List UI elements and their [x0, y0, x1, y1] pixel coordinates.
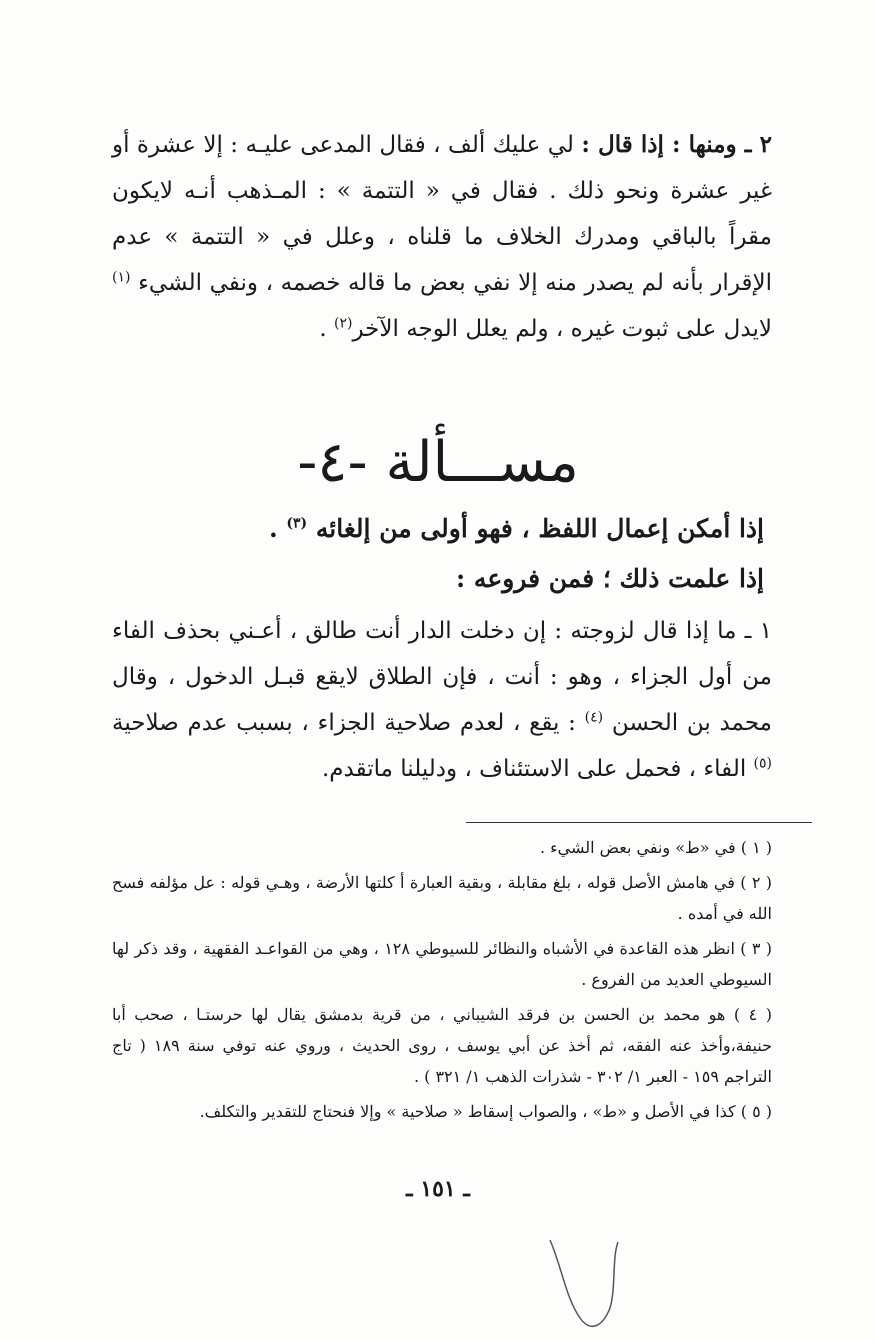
footnote-5: ( ٥ ) كذا في الأصل و «ط» ، والصواب إسقاط « صلاحية » وإلا فنحتاج للتقدير والتكلف. [199, 1102, 772, 1121]
rule-end: . [268, 514, 287, 543]
page-number-text: ـ ١٥١ ـ [406, 1176, 470, 1202]
footnote-ref-1[interactable]: (١) [112, 269, 131, 286]
footnote-4: ( ٤ ) هو محمد بن الحسن بن فرقد الشيباني ، من قرية بدمشق يقال لها حرستـا ، صحب أبا حنيفة،وأخذ عنه الفقه، ثم أخذ عن أبي يوسف ، روى الحديث ، وروي عنه توفي سنة ١٨٩ ( تاج التراجم ١٥٩ - العبر ١/ ٣٠٢ - شذرات الذهب ١/ ٣٢١ ) . [112, 1005, 773, 1086]
section-2-part-2: : يقع ، لعدم صلاحية الجزاء ، بسبب عدم صلاحية [112, 710, 585, 736]
footnote-ref-2[interactable]: (٢) [334, 315, 353, 332]
footnote-3: ( ٣ ) انظر هذه القاعدة في الأشباه والنظائر للسيوطي ١٢٨ ، وهي من القواعـد الفقهية ، وقد ذكر لها السيوطي العديد من الفروع . [112, 939, 773, 989]
footnote-1: ( ١ ) في «ط» ونفي بعض الشيء . [539, 838, 772, 857]
rule-statement [116, 506, 764, 552]
branches-intro: إذا علمت ذلك ؛ فمن فروعه : [455, 564, 764, 593]
footnote-2: ( ٢ ) في هامش الأصل قوله ، بلغ مقابلة ، وبقية العبارة أ كلتها الأرضة ، وهـي قوله : عل مؤلفه فسح الله في أمده . [112, 873, 773, 923]
section-1-paragraph [112, 122, 772, 352]
section-2-paragraph [112, 608, 772, 792]
footnote-divider [466, 822, 812, 823]
page-number [0, 1176, 876, 1202]
scan-artifact-mark [540, 1238, 620, 1334]
footnote-ref-4[interactable]: (٤) [584, 709, 604, 726]
section-1-end: . [319, 316, 335, 342]
footnotes [112, 832, 772, 1131]
footnote-ref-5[interactable]: (٥) [753, 755, 772, 772]
rule-text: إذا أمكن إعمال اللفظ ، فهو أولى من إلغائه [315, 514, 764, 543]
section-1-lead: ٢ ـ ومنها : إذا قال : [581, 131, 772, 158]
section-1-text: لي عليك ألف ، فقال المدعى عليـه : إلا عشرة أو غير عشرة ونحو ذلك . فقال في « التتمة » : المـذهب أنـه لايكون مقراً بالباقي ومدرك الخلاف ما قلناه ، وعلل في « التتمة » عدم الإقرار بأنه لم يصدر منه إلا نفي بعض ما قاله خصمه ، ونفي الشيء [112, 132, 773, 296]
section-2-part-3: الفاء ، فحمل على الاستئناف ، ودليلنا ماتقدم. [321, 756, 754, 782]
section-2-part-1: ١ ـ ما إذا قال لزوجته : إن دخلت الدار أنت طالق ، أعـني بحذف الفاء من أول الجزاء ، وهو : أنت ، فإن الطلاق لايقع قبـل الدخول ، وقال محمد بن الحسن [112, 618, 773, 736]
section-1-text-tail: لايدل على ثبوت غيره ، ولم يعلل الوجه الآخر [352, 316, 772, 342]
section-title: مســـألة -٤- [297, 430, 579, 495]
footnote-ref-3[interactable]: (٣) [286, 515, 308, 532]
